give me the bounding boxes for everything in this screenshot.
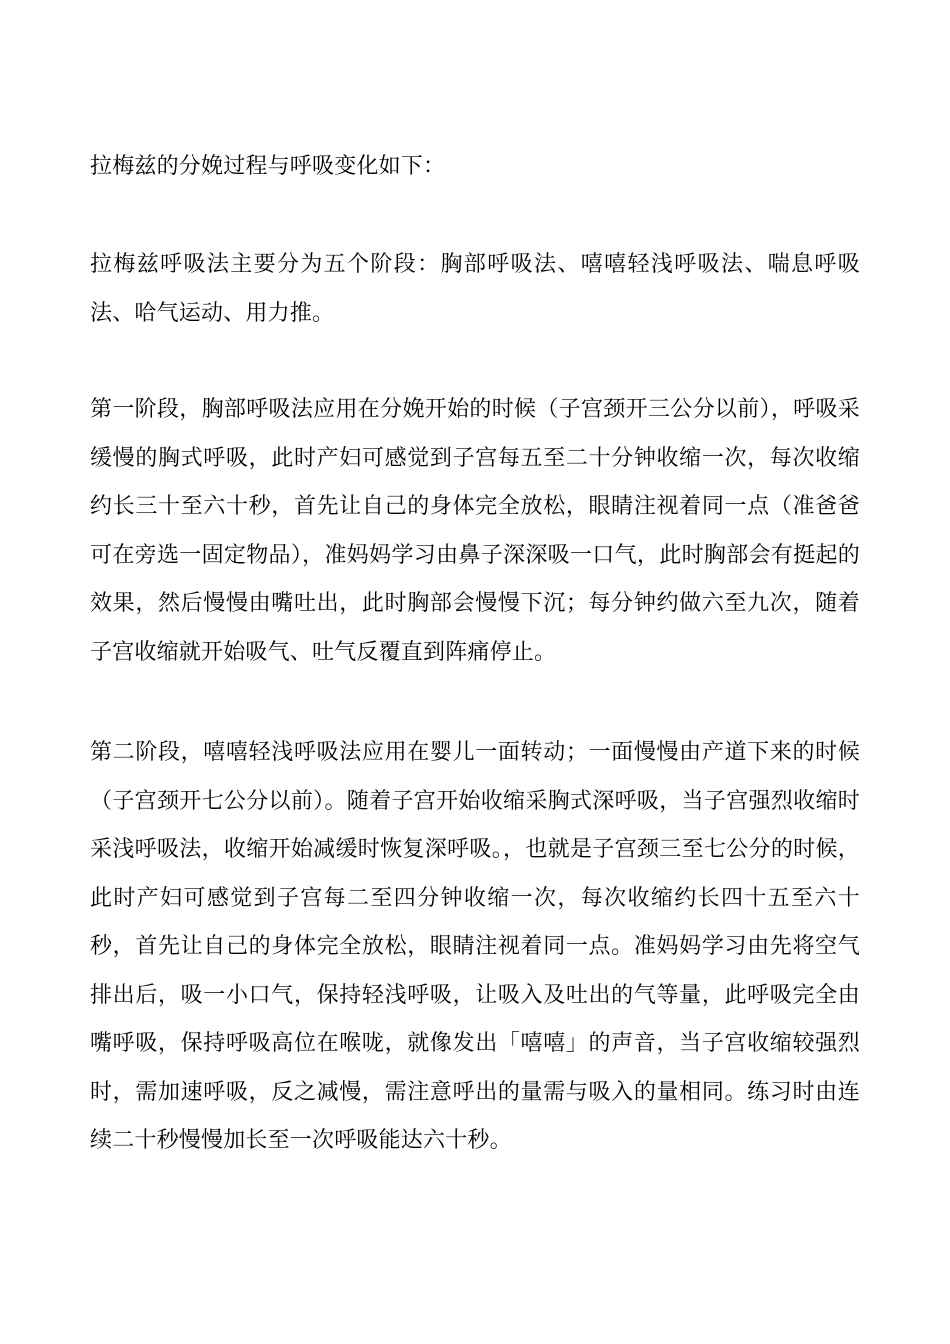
stage-two-paragraph: 第二阶段，嘻嘻轻浅呼吸法应用在婴儿一面转动；一面慢慢由产道下来的时候（子宫颈开七公分以前）。随着子宫开始收缩采胸式深呼吸，当子宫强烈收缩时采浅呼吸法，收缩开始减缓时恢复深呼吸。，也就是子宫颈三至七公分的时候，此时产妇可感觉到子宫每二至四分钟收缩一次，每次收缩约长四十五至六十秒，首先让自己的身体完全放松，眼睛注视着同一点。准妈妈学习由先将空气排出后，吸一小口气，保持轻浅呼吸，让吸入及吐出的气等量，此呼吸完全由嘴呼吸，保持呼吸高位在喉咙，就像发出「嘻嘻」的声音，当子宫收缩较强烈时，需加速呼吸，反之减慢，需注意呼出的量需与吸入的量相同。练习时由连续二十秒慢慢加长至一次呼吸能达六十秒。 — [90, 740, 860, 1153]
overview-paragraph: 拉梅兹呼吸法主要分为五个阶段：胸部呼吸法、嘻嘻轻浅呼吸法、喘息呼吸法、哈气运动、用力推。 — [90, 252, 860, 326]
intro-paragraph: 拉梅兹的分娩过程与呼吸变化如下： — [90, 154, 446, 179]
stage-one-paragraph: 第一阶段，胸部呼吸法应用在分娩开始的时候（子宫颈开三公分以前），呼吸采缓慢的胸式呼吸，此时产妇可感觉到子宫每五至二十分钟收缩一次，每次收缩约长三十至六十秒，首先让自己的身体完全放松，眼睛注视着同一点（准爸爸可在旁选一固定物品），准妈妈学习由鼻子深深吸一口气，此时胸部会有挺起的效果，然后慢慢由嘴吐出，此时胸部会慢慢下沉；每分钟约做六至九次，随着子宫收缩就开始吸气、吐气反覆直到阵痛停止。 — [90, 397, 860, 665]
